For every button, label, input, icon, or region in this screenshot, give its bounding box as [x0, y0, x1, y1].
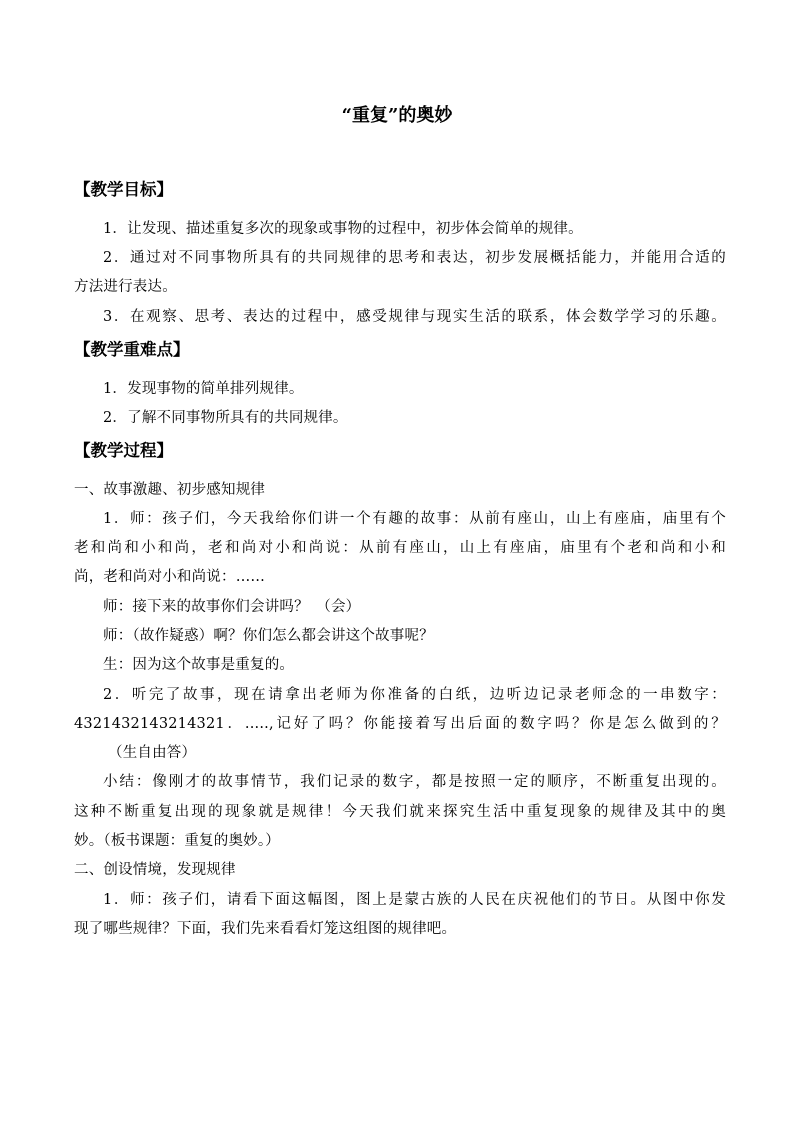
section-heading-goals: 【教学目标】 — [74, 180, 173, 199]
section-heading-process: 【教学过程】 — [74, 441, 173, 460]
process-line: 2．听完了故事，现在请拿出老师为你准备的白纸，边听边记录老师念的一串数字： — [103, 687, 726, 703]
process-line: 1．师：孩子们，今天我给你们讲一个有趣的故事：从前有座山，山上有座庙，庙里有个 — [103, 511, 726, 527]
key-point-item: 2．了解不同事物所具有的共同规律。 — [103, 410, 348, 426]
process-line: 师：接下来的故事你们会讲吗？ （会） — [103, 599, 361, 615]
process-line: 尚，老和尚对小和尚说：…… — [74, 569, 266, 585]
process-line: 师：（故作疑惑）啊？你们怎么都会讲这个故事呢？ — [103, 628, 434, 644]
process-line: 小结：像刚才的故事情节，我们记录的数字，都是按照一定的顺序，不断重复出现的。 — [103, 774, 726, 790]
key-point-item: 1．发现事物的简单排列规律。 — [103, 381, 304, 397]
process-line: 生：因为这个故事是重复的。 — [103, 657, 295, 673]
section-heading-key-points: 【教学重难点】 — [74, 340, 190, 359]
goal-item-continued: 方法进行表达。 — [74, 279, 177, 295]
process-line: 1．师：孩子们，请看下面这幅图，图上是蒙古族的人民在庆祝他们的节日。从图中你发 — [103, 892, 726, 908]
process-subheading: 一、故事激趣、初步感知规律 — [74, 482, 266, 498]
process-subheading: 二、创设情境，发现规律 — [74, 862, 236, 878]
document-title: “重复”的奥妙 — [341, 105, 453, 126]
process-line: 4321432143214321．.....,记好了吗？你能接着写出后面的数字吗？你是怎么做到的？ — [74, 716, 726, 732]
process-line: （生自由答） — [108, 745, 197, 761]
process-line: 这种不断重复出现的现象就是规律！今天我们就来探究生活中重复现象的规律及其中的奥 — [74, 804, 726, 820]
process-line: 妙。（板书课题：重复的奥妙。） — [74, 833, 280, 849]
goal-item: 1．让发现、描述重复多次的现象或事物的过程中，初步体会简单的规律。 — [103, 221, 583, 237]
goal-item: 2．通过对不同事物所具有的共同规律的思考和表达，初步发展概括能力，并能用合适的 — [103, 250, 726, 266]
process-line: 老和尚和小和尚，老和尚对小和尚说：从前有座山，山上有座庙，庙里有个老和尚和小和 — [74, 540, 726, 556]
goal-item: 3．在观察、思考、表达的过程中，感受规律与现实生活的联系，体会数学学习的乐趣。 — [103, 309, 726, 325]
process-line: 现了哪些规律？下面，我们先来看看灯笼这组图的规律吧。 — [74, 921, 457, 937]
